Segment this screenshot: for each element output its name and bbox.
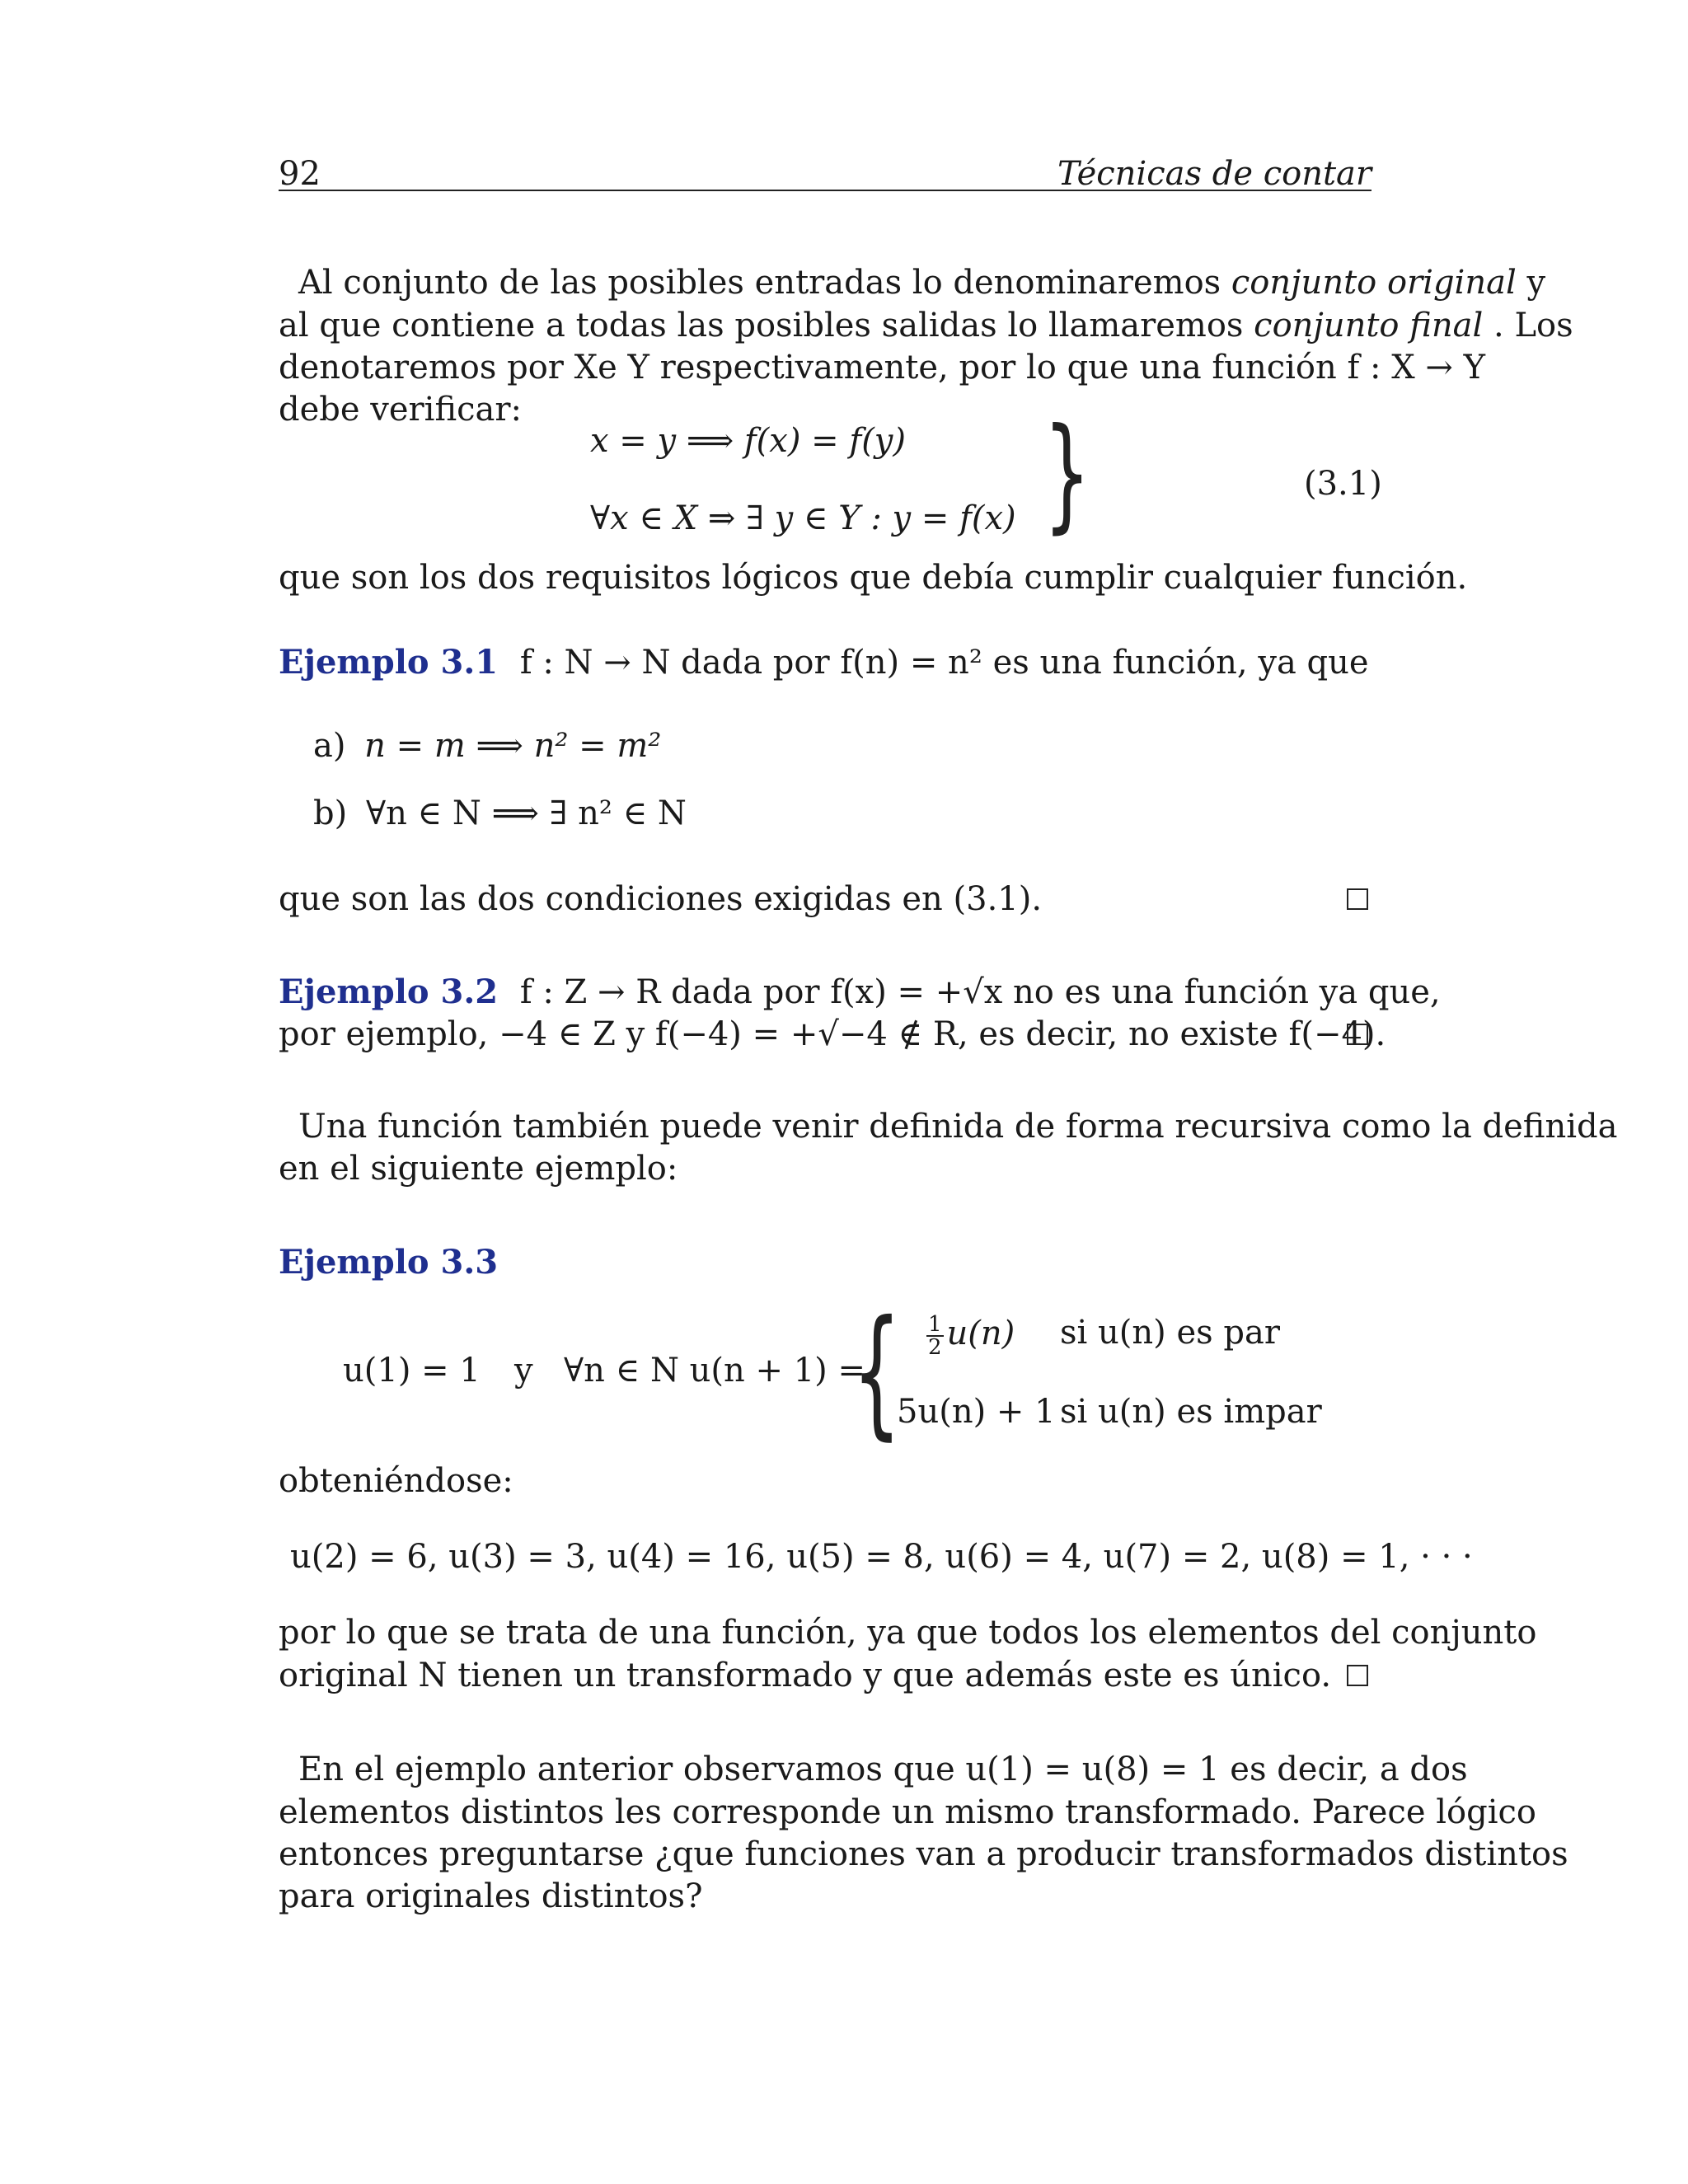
intro-line-4: debe verificar: (279, 391, 522, 429)
example-3-1-label: Ejemplo 3.1 (279, 643, 499, 682)
example-3-3-label: Ejemplo 3.3 (279, 1243, 499, 1282)
fraction-one-half (926, 1314, 944, 1358)
intro-line-3: denotaremos por Xe Y respectivamente, por lo que una función f : X → Y (279, 349, 1486, 387)
example-3-2-line-1 (279, 971, 1441, 1014)
recursion-connector: y (514, 1352, 533, 1390)
qed-square-icon (1347, 1665, 1368, 1686)
case-2-expression: 5u(n) + 1 (897, 1393, 1056, 1431)
example-3-1-text: f : N → N dada por f(n) = n² es una función, ya que (519, 644, 1369, 682)
obtaining-label: obteniéndose: (279, 1462, 513, 1500)
intro-line-2 (279, 305, 1573, 347)
fraction-numerator: 1 (928, 1312, 942, 1337)
equation-number: (3.1) (1304, 465, 1382, 503)
final-line-3: entonces preguntarse ¿que funciones van a producir transformados distintos (279, 1835, 1568, 1873)
example-3-2-label: Ejemplo 3.2 (279, 972, 499, 1011)
item-text: ∀n ∈ N ⟹ ∃ n² ∈ N (365, 794, 687, 832)
item-label: a) (313, 727, 346, 765)
example-3-1-conclusion: que son las dos condiciones exigidas en (3.1). (279, 880, 1043, 918)
intro-text: . Los (1483, 307, 1573, 344)
intro-line-1 (298, 262, 1546, 304)
case-1-condition: si u(n) es par (1060, 1314, 1280, 1352)
final-line-1: En el ejemplo anterior observamos que u(1) = u(8) = 1 es decir, a dos (298, 1750, 1468, 1788)
page-number: 92 (279, 155, 321, 193)
qed-square-icon (1347, 888, 1368, 910)
example-3-3-conclusion-1: por lo que se trata de una función, ya que todos los elementos del conjunto (279, 1614, 1537, 1652)
right-brace-icon: } (1043, 402, 1091, 546)
recursive-intro-line-2: en el siguiente ejemplo: (279, 1150, 678, 1188)
term-conjunto-original: conjunto original (1231, 264, 1517, 302)
recursion-lhs: ∀n ∈ N u(n + 1) = (564, 1352, 866, 1390)
qed-square-icon (1347, 1024, 1368, 1045)
after-equation-text: que son los dos requisitos lógicos que debía cumplir cualquier función. (279, 559, 1468, 597)
case-2-condition: si u(n) es impar (1060, 1393, 1322, 1431)
example-3-2-text: f : Z → R dada por f(x) = +√x no es una función ya que, (519, 973, 1441, 1011)
item-label: b) (313, 794, 348, 832)
fraction-denominator: 2 (928, 1335, 942, 1360)
example-3-1-item-b (313, 793, 687, 835)
example-3-1-item-a (313, 725, 661, 767)
sequence-values: u(2) = 6, u(3) = 3, u(4) = 16, u(5) = 8, u(6) = 4, u(7) = 2, u(8) = 1, · · · (290, 1538, 1473, 1576)
case-1-term: u(n) (946, 1315, 1015, 1352)
example-3-2-line-2: por ejemplo, −4 ∈ Z y f(−4) = +√−4 ∉ R, es decir, no existe f(−4). (279, 1015, 1386, 1053)
final-line-4: para originales distintos? (279, 1877, 703, 1915)
example-3-3-conclusion-2: original N tienen un transformado y que además este es único. (279, 1657, 1332, 1694)
case-1-expression (926, 1314, 1015, 1358)
left-brace-icon: { (852, 1291, 902, 1454)
term-conjunto-final: conjunto final (1254, 307, 1484, 344)
item-text: n = m ⟹ n² = m² (364, 727, 662, 765)
intro-text: al que contiene a todas las posibles salidas lo llamaremos (279, 307, 1254, 344)
intro-text: Al conjunto de las posibles entradas lo denominaremos (298, 264, 1231, 302)
header-rule (279, 190, 1372, 191)
final-line-2: elementos distintos les corresponde un mismo transformado. Parece lógico (279, 1793, 1536, 1831)
example-3-1-statement (279, 641, 1369, 684)
equation-row-2: ∀x ∈ X ⇒ ∃ y ∈ Y : y = f(x) (590, 499, 1016, 537)
recursion-base: u(1) = 1 (343, 1352, 481, 1390)
intro-text: y (1516, 264, 1546, 302)
running-title: Técnicas de contar (1057, 155, 1372, 193)
recursive-intro-line-1: Una función también puede venir definida de forma recursiva como la definida (298, 1108, 1618, 1146)
equation-row-1: x = y ⟹ f(x) = f(y) (590, 422, 907, 460)
